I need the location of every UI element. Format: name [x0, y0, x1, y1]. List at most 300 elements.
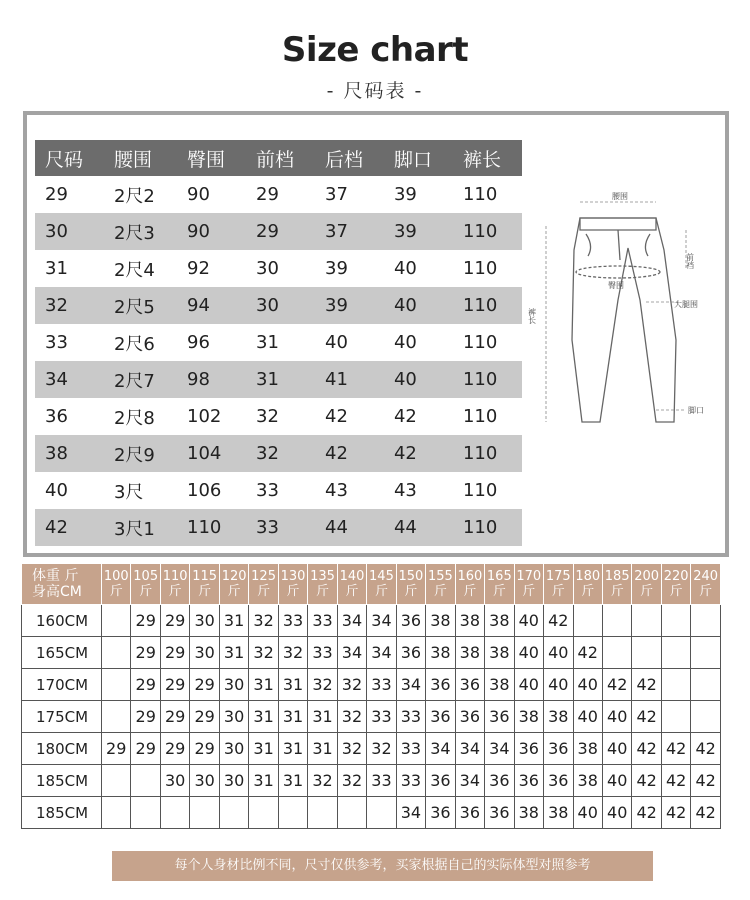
recommended-size-cell: 29 — [160, 605, 189, 637]
size-cell: 110 — [453, 435, 522, 472]
recommended-size-cell: 42 — [691, 733, 721, 765]
size-cell: 32 — [256, 406, 279, 427]
recommended-size-cell — [102, 669, 131, 701]
recommended-size-cell — [661, 605, 690, 637]
size-row — [35, 398, 522, 435]
recommended-size-cell: 31 — [249, 765, 278, 797]
recommended-size-cell: 40 — [602, 765, 631, 797]
recommended-size-cell: 42 — [632, 669, 661, 701]
size-cell: 2尺6 — [113, 333, 155, 355]
recommended-size-cell: 32 — [337, 733, 366, 765]
size-cell: 2尺4 — [113, 259, 155, 281]
size-cell: 38 — [35, 435, 104, 472]
size-cell: 29 — [256, 184, 279, 205]
weight-value: 240 — [693, 569, 719, 584]
size-cell: 30 — [35, 213, 104, 250]
recommended-size-cell: 30 — [190, 637, 219, 669]
size-cell: 44 — [384, 509, 453, 546]
thigh-label: 大腿围 — [674, 300, 698, 309]
weight-unit: 斤 — [168, 584, 182, 599]
weight-unit: 斤 — [198, 584, 212, 599]
recommended-size-cell — [632, 637, 661, 669]
size-cell: 3尺1 — [104, 509, 177, 546]
weight-label: 体重 斤 — [32, 568, 79, 584]
size-cell: 110 — [462, 406, 498, 427]
size-cell: 2尺7 — [104, 361, 177, 398]
weight-table-header — [22, 564, 721, 605]
recommended-size-cell: 38 — [573, 733, 602, 765]
size-col-header: 前档 — [246, 140, 315, 176]
size-row — [35, 287, 522, 324]
recommended-size-cell: 29 — [131, 605, 160, 637]
recommended-size-cell: 36 — [396, 605, 425, 637]
hem-label: 脚口 — [688, 406, 704, 415]
weight-value: 200 — [634, 569, 660, 584]
weight-col-header — [131, 564, 160, 605]
front-rise-label: 前裆 — [685, 253, 695, 269]
size-cell: 110 — [462, 480, 498, 501]
weight-value: 145 — [369, 569, 394, 584]
recommended-size-cell: 42 — [661, 765, 690, 797]
recommended-size-cell: 40 — [602, 733, 631, 765]
recommended-size-cell: 33 — [396, 765, 425, 797]
weight-unit: 斤 — [492, 584, 506, 599]
recommended-size-cell: 31 — [249, 669, 278, 701]
recommended-size-cell — [691, 701, 721, 733]
size-cell: 2尺8 — [113, 407, 155, 429]
recommended-size-cell — [131, 797, 160, 829]
weight-unit: 斤 — [640, 584, 654, 599]
recommended-size-cell: 29 — [190, 701, 219, 733]
recommended-size-cell: 31 — [278, 701, 307, 733]
recommended-size-cell: 36 — [426, 669, 455, 701]
weight-unit: 斤 — [316, 584, 330, 599]
recommended-size-cell: 33 — [367, 669, 396, 701]
weight-row — [22, 637, 721, 669]
recommended-size-cell: 34 — [337, 637, 366, 669]
recommended-size-cell — [602, 637, 631, 669]
weight-unit: 斤 — [257, 584, 271, 599]
recommended-size-cell: 32 — [337, 765, 366, 797]
size-cell: 90 — [187, 184, 210, 205]
weight-unit: 斤 — [463, 584, 477, 599]
recommended-size-cell: 31 — [249, 701, 278, 733]
weight-col-header — [455, 564, 484, 605]
recommended-size-cell — [102, 797, 131, 829]
recommended-size-cell: 40 — [573, 701, 602, 733]
size-col-header: 尺码 — [35, 140, 104, 176]
size-cell: 40 — [393, 332, 417, 353]
weight-col-header — [426, 564, 455, 605]
size-cell: 31 — [256, 332, 279, 353]
recommended-size-cell: 42 — [632, 797, 661, 829]
recommended-size-cell: 30 — [219, 733, 248, 765]
recommended-size-cell: 33 — [367, 765, 396, 797]
weight-col-header — [691, 564, 721, 605]
recommended-size-cell: 29 — [190, 669, 219, 701]
size-table — [35, 140, 522, 546]
recommended-size-cell — [308, 797, 337, 829]
recommended-size-cell: 38 — [455, 637, 484, 669]
recommended-size-cell: 36 — [544, 765, 573, 797]
recommended-size-cell: 38 — [544, 701, 573, 733]
recommended-size-cell: 29 — [131, 637, 160, 669]
size-row — [35, 324, 522, 361]
recommended-size-cell: 29 — [160, 669, 189, 701]
recommended-size-cell: 42 — [602, 669, 631, 701]
size-cell: 98 — [177, 361, 246, 398]
recommended-size-cell — [691, 605, 721, 637]
recommended-size-cell: 32 — [337, 669, 366, 701]
weight-value: 220 — [663, 569, 689, 584]
recommended-size-cell: 31 — [308, 701, 337, 733]
recommended-size-cell: 40 — [514, 637, 543, 669]
size-cell: 96 — [187, 332, 210, 353]
recommended-size-cell: 34 — [367, 637, 396, 669]
recommended-size-cell: 38 — [544, 797, 573, 829]
recommended-size-cell: 33 — [308, 605, 337, 637]
weight-col-header — [573, 564, 602, 605]
size-col-header: 裤长 — [453, 140, 522, 176]
size-cell: 94 — [177, 287, 246, 324]
recommended-size-cell — [190, 797, 219, 829]
pocket-left — [586, 234, 591, 256]
recommended-size-cell: 36 — [485, 797, 514, 829]
recommended-size-cell — [691, 637, 721, 669]
recommended-size-cell: 29 — [160, 637, 189, 669]
size-row — [35, 509, 522, 546]
weight-height-corner — [22, 564, 102, 605]
height-row-header: 180CM — [22, 733, 102, 765]
weight-col-header — [190, 564, 219, 605]
size-cell: 29 — [45, 184, 68, 205]
weight-col-header — [308, 564, 337, 605]
height-row-header: 165CM — [22, 637, 102, 669]
weight-value: 165 — [486, 569, 512, 584]
recommended-size-cell: 38 — [573, 765, 602, 797]
weight-unit: 斤 — [227, 584, 241, 599]
recommended-size-cell — [102, 701, 131, 733]
weight-row — [22, 797, 721, 829]
size-cell: 2尺2 — [113, 185, 155, 207]
size-cell: 37 — [315, 213, 384, 250]
recommended-size-cell: 38 — [455, 605, 484, 637]
recommended-size-cell: 38 — [514, 797, 543, 829]
size-cell: 110 — [453, 213, 522, 250]
recommended-size-cell — [249, 797, 278, 829]
size-cell: 33 — [45, 332, 68, 353]
pants-diagram — [528, 190, 728, 440]
recommended-size-cell: 34 — [485, 733, 514, 765]
size-cell: 42 — [393, 406, 417, 427]
weight-col-header — [396, 564, 425, 605]
recommended-size-cell: 36 — [485, 765, 514, 797]
recommended-size-cell: 29 — [131, 701, 160, 733]
size-cell: 110 — [453, 361, 522, 398]
weight-col-header — [632, 564, 661, 605]
recommended-size-cell — [219, 797, 248, 829]
size-cell: 40 — [384, 287, 453, 324]
height-row-header: 185CM — [22, 765, 102, 797]
weight-unit: 斤 — [404, 584, 418, 599]
size-cell: 37 — [325, 184, 348, 205]
recommended-size-cell — [573, 605, 602, 637]
recommended-size-cell: 34 — [337, 605, 366, 637]
fly-line — [618, 230, 620, 260]
recommended-size-cell: 36 — [426, 797, 455, 829]
size-cell: 32 — [35, 287, 104, 324]
weight-unit: 斤 — [581, 584, 595, 599]
size-cell: 110 — [177, 509, 246, 546]
pocket-right — [645, 234, 650, 256]
size-cell: 40 — [325, 332, 348, 353]
length-label: 裤长 — [528, 308, 537, 324]
recommended-size-cell: 30 — [160, 765, 189, 797]
size-cell: 43 — [393, 480, 417, 501]
weight-row — [22, 733, 721, 765]
recommended-size-cell: 38 — [514, 701, 543, 733]
size-row — [35, 213, 522, 250]
recommended-size-cell: 31 — [219, 605, 248, 637]
recommended-size-cell: 31 — [278, 765, 307, 797]
weight-value: 150 — [398, 569, 424, 584]
weight-value: 175 — [545, 569, 571, 584]
recommended-size-cell: 36 — [514, 765, 543, 797]
weight-row — [22, 669, 721, 701]
size-cell: 30 — [246, 287, 315, 324]
recommended-size-cell: 36 — [514, 733, 543, 765]
weight-col-header — [602, 564, 631, 605]
recommended-size-cell: 34 — [367, 605, 396, 637]
recommended-size-cell: 40 — [573, 669, 602, 701]
weight-unit: 斤 — [109, 584, 123, 599]
size-cell: 92 — [187, 258, 210, 279]
weight-value: 155 — [427, 569, 453, 584]
weight-col-header — [544, 564, 573, 605]
recommended-size-cell — [661, 701, 690, 733]
recommended-size-cell: 38 — [485, 637, 514, 669]
weight-row — [22, 765, 721, 797]
size-cell: 40 — [384, 361, 453, 398]
recommended-size-cell: 31 — [308, 733, 337, 765]
height-row-header: 170CM — [22, 669, 102, 701]
recommended-size-cell: 40 — [573, 797, 602, 829]
recommended-size-cell: 30 — [190, 605, 219, 637]
recommended-size-cell: 36 — [455, 797, 484, 829]
weight-value: 115 — [192, 569, 218, 584]
recommended-size-cell: 42 — [544, 605, 573, 637]
size-cell: 34 — [35, 361, 104, 398]
size-cell: 110 — [462, 258, 498, 279]
size-row — [35, 176, 522, 213]
weight-col-header — [514, 564, 543, 605]
size-cell: 41 — [315, 361, 384, 398]
recommended-size-cell: 31 — [278, 669, 307, 701]
recommended-size-cell — [278, 797, 307, 829]
recommended-size-cell: 31 — [219, 637, 248, 669]
size-cell: 39 — [315, 287, 384, 324]
recommended-size-cell: 42 — [632, 765, 661, 797]
recommended-size-cell — [632, 605, 661, 637]
weight-value: 105 — [133, 569, 159, 584]
weight-unit: 斤 — [522, 584, 536, 599]
weight-col-header — [249, 564, 278, 605]
size-cell: 39 — [384, 213, 453, 250]
recommended-size-cell: 34 — [396, 669, 425, 701]
recommended-size-cell: 29 — [102, 733, 131, 765]
size-cell: 2尺5 — [104, 287, 177, 324]
recommended-size-cell: 36 — [455, 701, 484, 733]
weight-col-header — [661, 564, 690, 605]
recommended-size-cell: 29 — [131, 733, 160, 765]
weight-value: 180 — [575, 569, 601, 584]
disclaimer-note: 每个人身材比例不同，尺寸仅供参考，买家根据自己的实际体型对照参考 — [112, 851, 653, 881]
size-row — [35, 361, 522, 398]
recommended-size-cell: 32 — [278, 637, 307, 669]
recommended-size-cell: 42 — [573, 637, 602, 669]
recommended-size-cell — [661, 669, 690, 701]
recommended-size-cell — [661, 637, 690, 669]
weight-col-header — [337, 564, 366, 605]
height-row-header: 160CM — [22, 605, 102, 637]
recommended-size-cell: 42 — [632, 733, 661, 765]
recommended-size-cell: 36 — [544, 733, 573, 765]
weight-col-header — [278, 564, 307, 605]
size-cell: 30 — [256, 258, 279, 279]
size-cell: 43 — [325, 480, 348, 501]
size-cell: 90 — [177, 213, 246, 250]
size-row — [35, 435, 522, 472]
weight-value: 130 — [280, 569, 306, 584]
size-col-header: 臀围 — [177, 140, 246, 176]
weight-unit: 斤 — [669, 584, 683, 599]
height-label: 身高CM — [32, 584, 82, 600]
hip-ellipse — [576, 266, 660, 278]
weight-unit: 斤 — [286, 584, 300, 599]
weight-row — [22, 605, 721, 637]
recommended-size-cell: 29 — [160, 733, 189, 765]
weight-col-header — [367, 564, 396, 605]
weight-unit: 斤 — [374, 584, 388, 599]
size-cell: 42 — [35, 509, 104, 546]
recommended-size-cell: 42 — [691, 765, 721, 797]
hip-label: 臀围 — [608, 281, 624, 290]
size-cell: 110 — [453, 509, 522, 546]
height-row-header: 185CM — [22, 797, 102, 829]
recommended-size-cell: 38 — [426, 637, 455, 669]
recommended-size-cell: 30 — [219, 765, 248, 797]
recommended-size-cell: 29 — [160, 701, 189, 733]
size-cell: 42 — [315, 435, 384, 472]
recommended-size-cell: 42 — [661, 797, 690, 829]
recommended-size-cell: 36 — [485, 701, 514, 733]
size-cell: 3尺 — [113, 481, 144, 503]
weight-height-table — [21, 563, 721, 829]
weight-unit: 斤 — [139, 584, 153, 599]
recommended-size-cell: 33 — [396, 701, 425, 733]
weight-value: 185 — [604, 569, 630, 584]
recommended-size-cell: 36 — [455, 669, 484, 701]
weight-value: 120 — [221, 569, 247, 584]
weight-value: 170 — [516, 569, 542, 584]
waist-label: 腰围 — [612, 192, 628, 201]
recommended-size-cell: 36 — [396, 637, 425, 669]
height-row-header: 175CM — [22, 701, 102, 733]
weight-col-header — [160, 564, 189, 605]
recommended-size-cell: 40 — [544, 669, 573, 701]
recommended-size-cell — [367, 797, 396, 829]
recommended-size-cell: 42 — [661, 733, 690, 765]
size-cell: 110 — [453, 287, 522, 324]
size-cell: 110 — [462, 332, 498, 353]
recommended-size-cell: 38 — [485, 605, 514, 637]
recommended-size-cell: 32 — [337, 701, 366, 733]
recommended-size-cell: 33 — [308, 637, 337, 669]
size-cell: 36 — [45, 406, 68, 427]
recommended-size-cell: 36 — [426, 701, 455, 733]
recommended-size-cell: 42 — [632, 701, 661, 733]
waistband — [580, 218, 656, 230]
weight-col-header — [485, 564, 514, 605]
recommended-size-cell: 32 — [308, 669, 337, 701]
weight-value: 125 — [251, 569, 276, 584]
recommended-size-cell — [160, 797, 189, 829]
recommended-size-cell: 42 — [691, 797, 721, 829]
size-cell: 42 — [325, 406, 348, 427]
recommended-size-cell — [602, 605, 631, 637]
size-cell: 31 — [45, 258, 68, 279]
recommended-size-cell: 40 — [602, 701, 631, 733]
page-title: Size chart — [281, 30, 469, 70]
size-row — [35, 250, 522, 287]
recommended-size-cell: 32 — [308, 765, 337, 797]
recommended-size-cell: 34 — [455, 765, 484, 797]
weight-row — [22, 701, 721, 733]
size-table-header — [35, 140, 522, 176]
recommended-size-cell: 40 — [514, 669, 543, 701]
recommended-size-cell: 33 — [396, 733, 425, 765]
recommended-size-cell: 38 — [485, 669, 514, 701]
weight-unit: 斤 — [551, 584, 565, 599]
weight-unit: 斤 — [433, 584, 447, 599]
size-cell: 102 — [187, 406, 222, 427]
size-col-header: 脚口 — [384, 140, 453, 176]
recommended-size-cell: 32 — [249, 637, 278, 669]
recommended-size-cell: 34 — [455, 733, 484, 765]
recommended-size-cell: 33 — [367, 701, 396, 733]
page-subtitle: - 尺码表 - — [326, 80, 424, 102]
recommended-size-cell: 34 — [426, 733, 455, 765]
recommended-size-cell: 30 — [219, 701, 248, 733]
size-cell: 39 — [325, 258, 348, 279]
recommended-size-cell — [102, 605, 131, 637]
size-cell: 106 — [187, 480, 222, 501]
recommended-size-cell: 29 — [190, 733, 219, 765]
size-cell: 29 — [246, 213, 315, 250]
recommended-size-cell: 30 — [190, 765, 219, 797]
size-row — [35, 472, 522, 509]
recommended-size-cell: 34 — [396, 797, 425, 829]
weight-unit: 斤 — [699, 584, 713, 599]
size-cell: 110 — [462, 184, 498, 205]
recommended-size-cell — [102, 637, 131, 669]
size-cell: 40 — [45, 480, 68, 501]
size-col-header: 腰围 — [104, 140, 177, 176]
size-cell: 2尺9 — [104, 435, 177, 472]
size-cell: 32 — [246, 435, 315, 472]
weight-value: 140 — [339, 569, 365, 584]
size-cell: 2尺3 — [104, 213, 177, 250]
